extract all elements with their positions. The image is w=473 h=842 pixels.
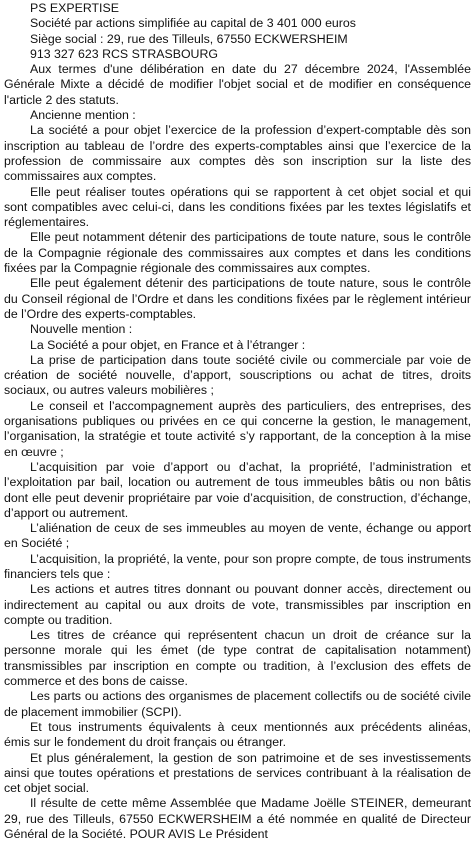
nouvelle-paragraph: Et plus généralement, la gestion de son patrimoine et de ses investissements ainsi que toutes opérations et prestations de services contribuant à la réalisation de cet objet social. bbox=[4, 750, 471, 796]
nouvelle-paragraph: L’acquisition, la propriété, la vente, pour son propre compte, de tous instruments financiers tels que : bbox=[4, 551, 471, 581]
nouvelle-paragraph: L’acquisition par voie d’apport ou d’achat, la propriété, l’administration et l’exploitation par bail, location ou autrement de tous immeubles bâtis ou non bâtis dont elle peut devenir propriétaire par voie d’acquisition, de construction, d’échange, d’apport ou autrement. bbox=[4, 459, 471, 520]
ancienne-paragraph: La société a pour objet l’exercice de la profession d’expert-comptable dès son inscription au tableau de l’ordre des experts-comptables ainsi que l’exercice de la profession de commissaire aux comptes dès son inscription sur la liste des commissaires aux comptes. bbox=[4, 123, 471, 184]
nouvelle-mention-heading: Nouvelle mention : bbox=[30, 322, 133, 337]
nouvelle-paragraph: L’aliénation de ceux de ses immeubles au moyen de vente, échange ou apport en Société ; bbox=[4, 521, 471, 551]
company-name: PS EXPERTISE bbox=[30, 1, 119, 15]
ancienne-paragraph: Elle peut réaliser toutes opérations qui se rapportent à cet objet social et qui sont compatibles avec celui-ci, dans les conditions fixées par les textes législatifs et réglementaires. bbox=[4, 184, 471, 230]
nouvelle-paragraph: Le conseil et l’accompagnement auprès des particuliers, des entreprises, des organisations publiques ou privées en ce qui concerne la gestion, le management, l’organisation, la stratégie et toute activité s’y rapportant, de la conception à la mise en œuvre ; bbox=[4, 398, 471, 459]
ancienne-mention-heading: Ancienne mention : bbox=[30, 108, 136, 123]
ancienne-paragraph: Elle peut notamment détenir des participations de toute nature, sous le contrôle de la Compagnie régionale des commissaires aux comptes et dans les conditions fixées par la Compagnie régionale des commissaires aux comptes. bbox=[4, 230, 471, 276]
nouvelle-paragraph: La prise de participation dans toute société civile ou commerciale par voie de création de société nouvelle, d’apport, souscriptions ou achat de titres, droits sociaux, ou autres valeurs mobilières ; bbox=[4, 352, 471, 398]
nouvelle-paragraph: Les actions et autres titres donnant ou pouvant donner accès, directement ou indirectement au capital ou aux droits de vote, transmissibles par inscription en compte ou tradition. bbox=[4, 582, 471, 627]
nouvelle-paragraph: Les titres de créance qui représentent chacun un droit de créance sur la personne morale qui les émet (de type contrat de capitalisation notamment) transmissibles par inscription en compte ou tradition, à l’exclusion des effets de commerce et des bons de caisse. bbox=[4, 628, 471, 689]
rcs-number: 913 327 623 RCS STRASBOURG bbox=[30, 46, 218, 61]
nouvelle-paragraph: Les parts ou actions des organismes de placement collectifs ou de société civile de placement immobilier (SCPI). bbox=[4, 689, 471, 719]
legal-form: Société par actions simplifiée au capital de 3 401 000 euros bbox=[30, 16, 356, 31]
nouvelle-paragraph: La Société a pour objet, en France et à l’étranger : bbox=[30, 337, 306, 352]
nouvelle-paragraph: Et tous instruments équivalents à ceux mentionnés aux précédents alinéas, émis sur le fondement du droit français ou étranger. bbox=[4, 719, 471, 750]
closing-paragraph: Il résulte de cette même Assemblée que Madame Joëlle STEINER, demeurant 29, rue des Tilleuls, 67550 ECKWERSHEIM a été nommée en qualité de Directeur Général de la Société. POUR AVIS Le Président bbox=[4, 796, 471, 842]
ancienne-paragraph: Elle peut également détenir des participations de toute nature, sous le contrôle du Conseil régional de l’Ordre et dans les conditions fixées par le règlement intérieur de l’Ordre des experts-comptables. bbox=[4, 276, 471, 321]
intro-paragraph: Aux termes d'une délibération en date du 27 décembre 2024, l'Assemblée Générale Mixte a décidé de modifier l'objet social et de modifier en conséquence l'article 2 des statuts. bbox=[4, 62, 471, 107]
registered-office: Siège social : 29, rue des Tilleuls, 67550 ECKWERSHEIM bbox=[30, 31, 348, 46]
